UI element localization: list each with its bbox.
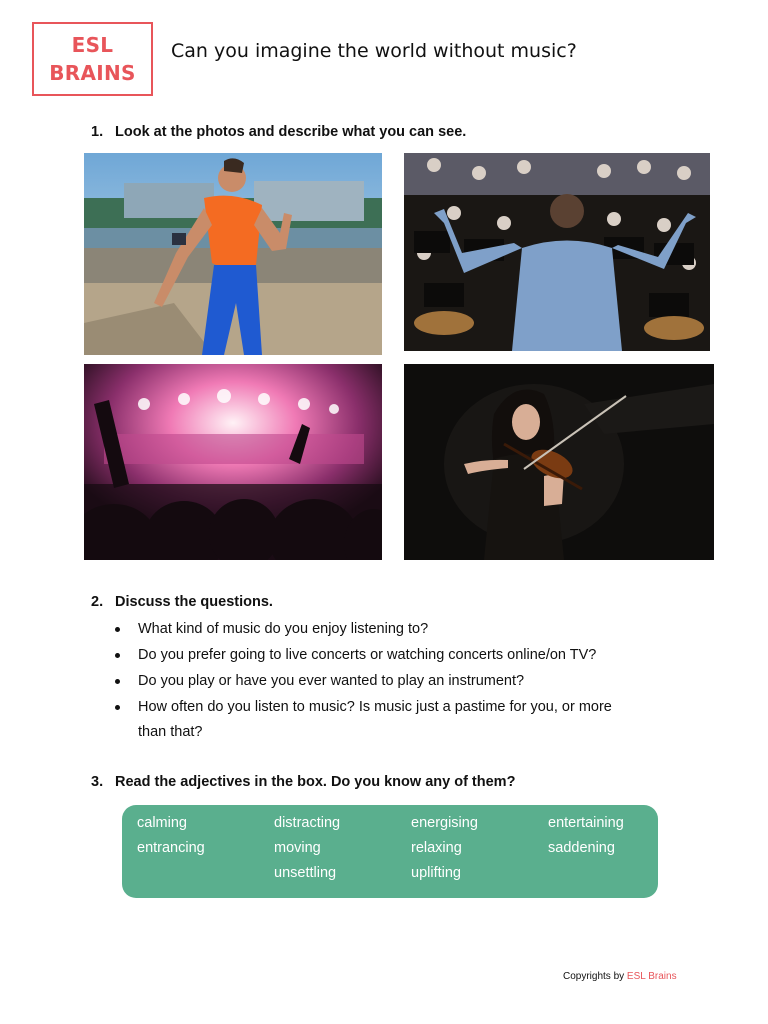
question-1-number: 1. bbox=[91, 124, 104, 140]
bullet-icon bbox=[115, 653, 120, 658]
violinist-photo bbox=[404, 364, 714, 560]
bullet-icon bbox=[115, 705, 120, 710]
list-item bbox=[112, 695, 672, 745]
question-text: How often do you listen to music? Is music just a pastime for you, or more bbox=[138, 699, 612, 715]
question-1-text: Look at the photos and describe what you can see. bbox=[115, 124, 467, 140]
question-2-number: 2. bbox=[91, 594, 104, 610]
adjective-relaxing: relaxing bbox=[411, 840, 462, 856]
bullet-icon bbox=[115, 679, 120, 684]
logo-line-1: ESL bbox=[71, 33, 114, 57]
question-2-text: Discuss the questions. bbox=[115, 594, 273, 610]
copyright-prefix: Copyrights by bbox=[563, 971, 627, 982]
question-text: Do you play or have you ever wanted to play an instrument? bbox=[138, 673, 525, 689]
esl-brains-logo bbox=[32, 22, 153, 96]
adjective-saddening: saddening bbox=[548, 840, 615, 856]
discussion-questions-list bbox=[112, 617, 672, 746]
copyright-brand: ESL Brains bbox=[626, 971, 677, 982]
question-3-text: Read the adjectives in the box. Do you know any of them? bbox=[115, 774, 516, 790]
orchestra-conductor-photo bbox=[404, 153, 710, 351]
question-text-continued: than that? bbox=[138, 724, 203, 740]
logo-line-2: BRAINS bbox=[49, 61, 136, 85]
adjectives-box bbox=[122, 805, 658, 898]
list-item bbox=[112, 669, 672, 694]
adjective-moving: moving bbox=[274, 840, 321, 856]
question-3-heading bbox=[91, 774, 515, 790]
concert-crowd-photo bbox=[84, 364, 382, 560]
page-title: Can you imagine the world without music? bbox=[171, 40, 577, 62]
bullet-icon bbox=[115, 627, 120, 632]
adjective-calming: calming bbox=[137, 815, 187, 831]
adjective-unsettling: unsettling bbox=[274, 865, 337, 881]
question-1-heading bbox=[91, 124, 466, 140]
question-3-number: 3. bbox=[91, 774, 104, 790]
question-text: Do you prefer going to live concerts or watching concerts online/on TV? bbox=[138, 647, 597, 663]
adjective-uplifting: uplifting bbox=[411, 865, 461, 881]
adjective-energising: energising bbox=[411, 815, 478, 831]
copyright-footer bbox=[563, 971, 677, 982]
question-2-heading bbox=[91, 594, 273, 610]
adjective-entertaining: entertaining bbox=[548, 815, 624, 831]
adjective-distracting: distracting bbox=[274, 815, 341, 831]
runner-photo bbox=[84, 153, 382, 355]
adjective-entrancing: entrancing bbox=[137, 840, 205, 856]
question-text: What kind of music do you enjoy listening to? bbox=[138, 621, 429, 637]
list-item bbox=[112, 643, 672, 668]
list-item bbox=[112, 617, 672, 642]
